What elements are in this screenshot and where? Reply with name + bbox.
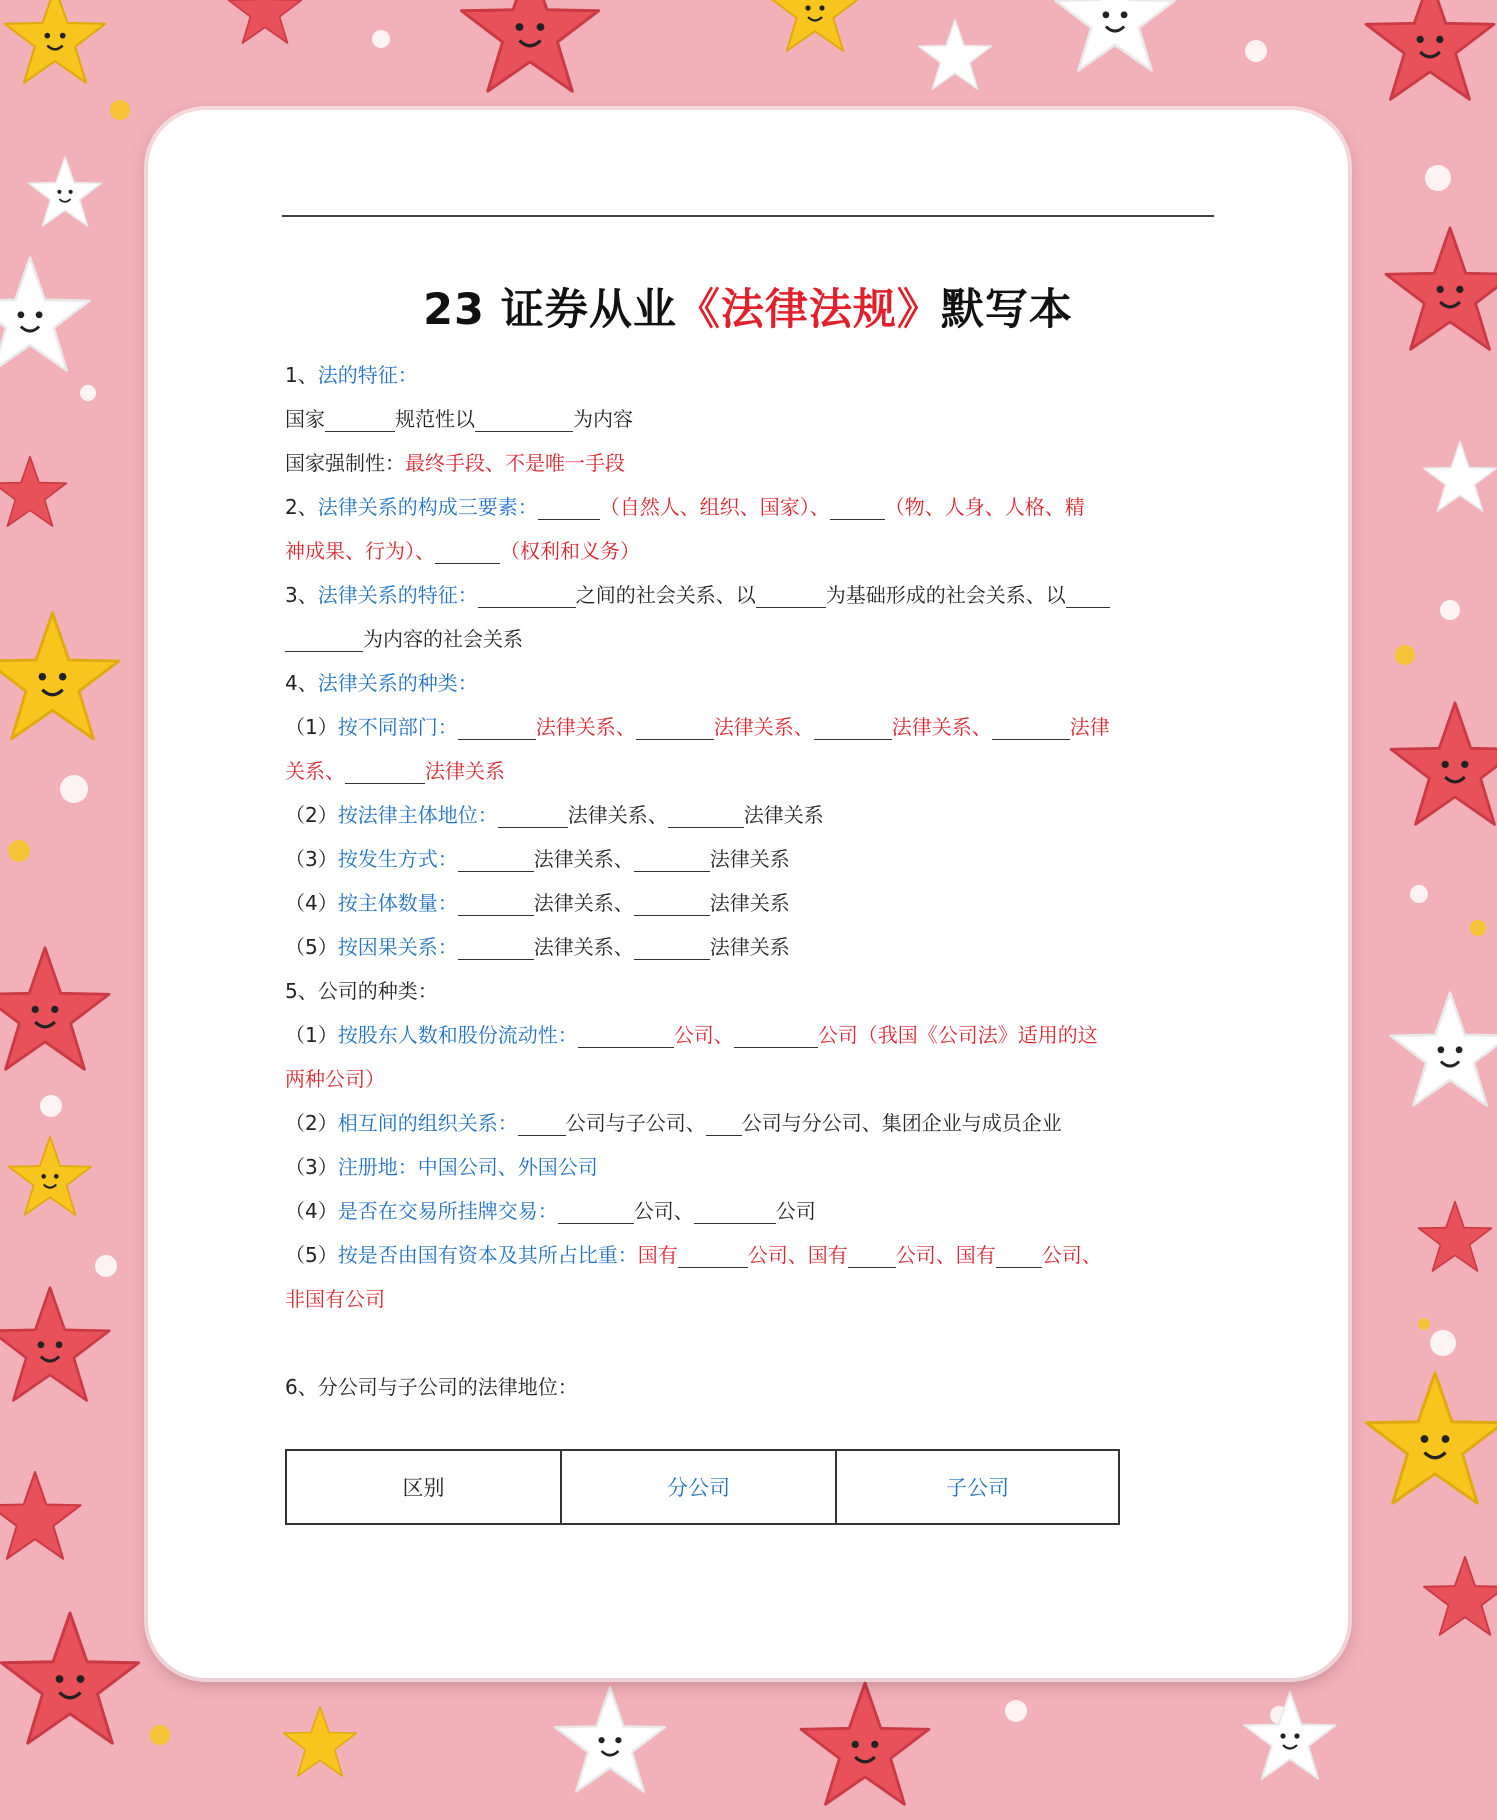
- text: 法律关系、: [567, 803, 668, 827]
- answer-blank[interactable]: [678, 1239, 748, 1268]
- text: 公司与分公司、集团企业与成员企业: [741, 1111, 1062, 1135]
- section-4-item-5: [285, 925, 1355, 969]
- section-5-heading: [285, 969, 1355, 1013]
- text: 规范性以: [395, 407, 475, 431]
- item-number: （2）: [285, 803, 338, 827]
- star-white-icon: [1240, 1690, 1340, 1790]
- star-red-icon: [0, 945, 115, 1085]
- answer-blank[interactable]: [458, 887, 534, 916]
- section-4-item-1: [285, 705, 1355, 749]
- item-label: 按是否由国有资本及其所占比重：: [337, 1243, 638, 1267]
- answer-blank[interactable]: [558, 1195, 634, 1224]
- answer-blank[interactable]: [734, 1019, 818, 1048]
- section-2-line-1: [285, 485, 1355, 529]
- star-yellow-icon: [280, 1705, 360, 1785]
- section-number: 1、: [285, 363, 318, 387]
- answer-blank[interactable]: [498, 799, 568, 828]
- answer-text: 非国有公司: [285, 1287, 385, 1311]
- text: 法律关系、: [533, 847, 634, 871]
- section-title: 法律关系的特征：: [317, 583, 478, 607]
- answer-blank[interactable]: [435, 535, 500, 564]
- text: 国家强制性：: [285, 451, 405, 475]
- background-dot: [1005, 1700, 1027, 1722]
- answer-text: 最终手段、不是唯一手段: [405, 451, 625, 475]
- section-4-item-3: [285, 837, 1355, 881]
- star-white-icon: [1385, 990, 1497, 1120]
- section-1-line-1: [285, 397, 1355, 441]
- item-label: 是否在交易所挂牌交易：: [337, 1199, 558, 1223]
- section-5-item-5-cont: [285, 1277, 1355, 1321]
- section-number: 2、: [285, 495, 318, 519]
- star-white-icon: [550, 1685, 670, 1805]
- star-red-icon: [795, 1680, 935, 1820]
- star-yellow-icon: [765, 0, 865, 62]
- answer-blank[interactable]: [848, 1239, 896, 1268]
- background-dot: [1395, 645, 1415, 665]
- answer-blank[interactable]: [636, 711, 714, 740]
- answer-text: （权利和义务）: [500, 539, 640, 563]
- item-label: 相互间的组织关系：: [337, 1111, 518, 1135]
- item-label: 按法律主体地位：: [337, 803, 498, 827]
- background-dot: [1430, 1330, 1456, 1356]
- star-white-icon: [25, 155, 105, 235]
- background-dot: [95, 1255, 117, 1277]
- background-dot: [1440, 600, 1460, 620]
- star-white-icon: [0, 255, 95, 385]
- star-yellow-icon: [5, 1135, 95, 1225]
- answer-blank[interactable]: [756, 579, 826, 608]
- section-5-item-4: [285, 1189, 1355, 1233]
- star-red-icon: [455, 0, 605, 108]
- background-dot: [40, 1095, 62, 1117]
- answer-text: 公司、国有: [895, 1243, 996, 1267]
- answer-blank[interactable]: [694, 1195, 776, 1224]
- section-number: 3、: [285, 583, 318, 607]
- background-dot: [60, 775, 88, 803]
- background-dot: [8, 840, 30, 862]
- item-label: 按不同部门：: [337, 715, 458, 739]
- answer-blank[interactable]: [814, 711, 892, 740]
- answer-text: （自然人、组织、国家）、: [599, 495, 830, 519]
- text: 为基础形成的社会关系、以: [825, 583, 1066, 607]
- answer-blank[interactable]: [578, 1019, 674, 1048]
- item-label: 按发生方式：: [337, 847, 458, 871]
- background-dot: [1418, 1318, 1430, 1330]
- section-3-line-1: [285, 573, 1355, 617]
- answer-text: 两种公司）: [285, 1067, 385, 1091]
- section-4-item-2: [285, 793, 1355, 837]
- item-number: （2）: [285, 1111, 338, 1135]
- text: 法律关系: [743, 803, 824, 827]
- answer-text: 公司、国有: [747, 1243, 848, 1267]
- background-dot: [110, 100, 130, 120]
- item-label: 注册地：中国公司、外国公司: [337, 1155, 598, 1179]
- star-red-icon: [1360, 0, 1497, 115]
- background-dot: [1245, 40, 1267, 62]
- item-number: （4）: [285, 891, 338, 915]
- section-5-item-2: [285, 1101, 1355, 1145]
- spacer: [285, 1321, 1355, 1365]
- section-4-item-4: [285, 881, 1355, 925]
- answer-text: 法律: [1069, 715, 1110, 739]
- answer-blank[interactable]: [475, 403, 573, 432]
- text: 法律关系、: [533, 891, 634, 915]
- text: 法律关系: [709, 891, 790, 915]
- item-number: （5）: [285, 1243, 338, 1267]
- star-red-icon: [0, 1470, 85, 1570]
- answer-blank[interactable]: [345, 755, 425, 784]
- section-number: 4、: [285, 671, 318, 695]
- star-red-icon: [1380, 225, 1497, 365]
- section-1-line-2: [285, 441, 1355, 485]
- text: 法律关系、: [533, 935, 634, 959]
- star-yellow-icon: [1360, 1370, 1497, 1520]
- text: 法律关系: [709, 847, 790, 871]
- title-suffix: 默写本: [940, 285, 1073, 335]
- answer-blank[interactable]: [458, 843, 534, 872]
- star-yellow-icon: [0, 610, 125, 755]
- item-number: （3）: [285, 847, 338, 871]
- star-red-icon: [1385, 700, 1497, 840]
- item-number: （3）: [285, 1155, 338, 1179]
- answer-blank[interactable]: [996, 1239, 1042, 1268]
- answer-blank[interactable]: [668, 799, 744, 828]
- answer-blank[interactable]: [706, 1107, 742, 1136]
- answer-text: 公司、: [1041, 1243, 1102, 1267]
- item-label: 按因果关系：: [337, 935, 458, 959]
- section-title: 5、公司的种类：: [285, 979, 438, 1003]
- star-red-icon: [1415, 1200, 1495, 1280]
- table-header-cell: 子公司: [946, 1476, 1009, 1500]
- item-number: （1）: [285, 1023, 338, 1047]
- document-body: [285, 353, 1355, 1409]
- answer-blank[interactable]: [830, 491, 885, 520]
- answer-blank[interactable]: [458, 931, 534, 960]
- answer-blank[interactable]: [538, 491, 600, 520]
- background-dot: [1410, 885, 1428, 903]
- title-prefix: 23 证券从业: [423, 285, 677, 335]
- answer-text: 关系、: [285, 759, 345, 783]
- section-title: 法的特征：: [317, 363, 418, 387]
- item-number: （5）: [285, 935, 338, 959]
- comparison-table: [285, 1449, 1120, 1525]
- document-paper: [148, 110, 1348, 1678]
- answer-text: 公司、: [673, 1023, 734, 1047]
- text: 为内容的社会关系: [363, 627, 523, 651]
- background-dot: [80, 385, 96, 401]
- text: 公司与子公司、: [565, 1111, 706, 1135]
- answer-blank[interactable]: [634, 887, 710, 916]
- star-red-icon: [1420, 1555, 1497, 1645]
- section-5-item-1: [285, 1013, 1355, 1057]
- answer-blank[interactable]: [992, 711, 1070, 740]
- answer-blank[interactable]: [458, 711, 536, 740]
- background-dot: [150, 1725, 170, 1745]
- answer-blank[interactable]: [1066, 579, 1110, 608]
- item-label: 按股东人数和股份流动性：: [337, 1023, 578, 1047]
- table-header-cell: 分公司: [562, 1451, 837, 1523]
- section-4-heading: [285, 661, 1355, 705]
- star-red-icon: [0, 1285, 115, 1415]
- section-5-item-1-cont: [285, 1057, 1355, 1101]
- background-dot: [372, 30, 390, 48]
- answer-text: 法律关系、: [713, 715, 814, 739]
- item-number: （1）: [285, 715, 338, 739]
- answer-blank[interactable]: [518, 1107, 566, 1136]
- answer-blank[interactable]: [325, 403, 395, 432]
- item-number: （4）: [285, 1199, 338, 1223]
- star-yellow-icon: [0, 0, 110, 95]
- section-6-heading: [285, 1365, 1355, 1409]
- table-header-cell: 区别: [287, 1451, 562, 1523]
- text: 之间的社会关系、以: [575, 583, 756, 607]
- section-title: 6、分公司与子公司的法律地位：: [285, 1375, 578, 1399]
- star-red-icon: [0, 1610, 145, 1760]
- section-3-line-2: [285, 617, 1355, 661]
- text: 为内容: [573, 407, 633, 431]
- text: 公司、: [633, 1199, 694, 1223]
- answer-text: 神成果、行为）、: [285, 539, 435, 563]
- answer-text: 法律关系、: [891, 715, 992, 739]
- answer-text: 法律关系、: [535, 715, 636, 739]
- answer-text: （物、人身、人格、精: [884, 495, 1085, 519]
- section-5-item-3: [285, 1145, 1355, 1189]
- star-white-icon: [915, 18, 995, 98]
- text: 公司: [775, 1199, 816, 1223]
- answer-text: 法律关系: [425, 759, 505, 783]
- star-white-icon: [1420, 440, 1497, 520]
- answer-blank[interactable]: [634, 843, 710, 872]
- section-4-item-1-cont: [285, 749, 1355, 793]
- answer-text: 公司（我国《公司法》适用的这: [817, 1023, 1098, 1047]
- background-dot: [1470, 920, 1486, 936]
- star-red-icon: [0, 455, 70, 535]
- item-label: 按主体数量：: [337, 891, 458, 915]
- section-1-heading: [285, 353, 1355, 397]
- page-title: [148, 276, 1348, 337]
- section-title: 法律关系的种类：: [317, 671, 478, 695]
- answer-blank[interactable]: [478, 579, 576, 608]
- answer-blank[interactable]: [634, 931, 710, 960]
- star-red-icon: [225, 0, 305, 52]
- answer-text: 国有: [637, 1243, 678, 1267]
- star-white-icon: [1050, 0, 1180, 85]
- text: 法律关系: [709, 935, 790, 959]
- text: 国家: [285, 407, 325, 431]
- section-5-item-5: [285, 1233, 1355, 1277]
- header-rule: [282, 215, 1214, 217]
- section-title: 法律关系的构成三要素：: [317, 495, 538, 519]
- answer-blank[interactable]: [285, 623, 363, 652]
- title-highlight: 《法律法规》: [676, 285, 941, 335]
- section-2-line-2: [285, 529, 1355, 573]
- background-dot: [1425, 165, 1451, 191]
